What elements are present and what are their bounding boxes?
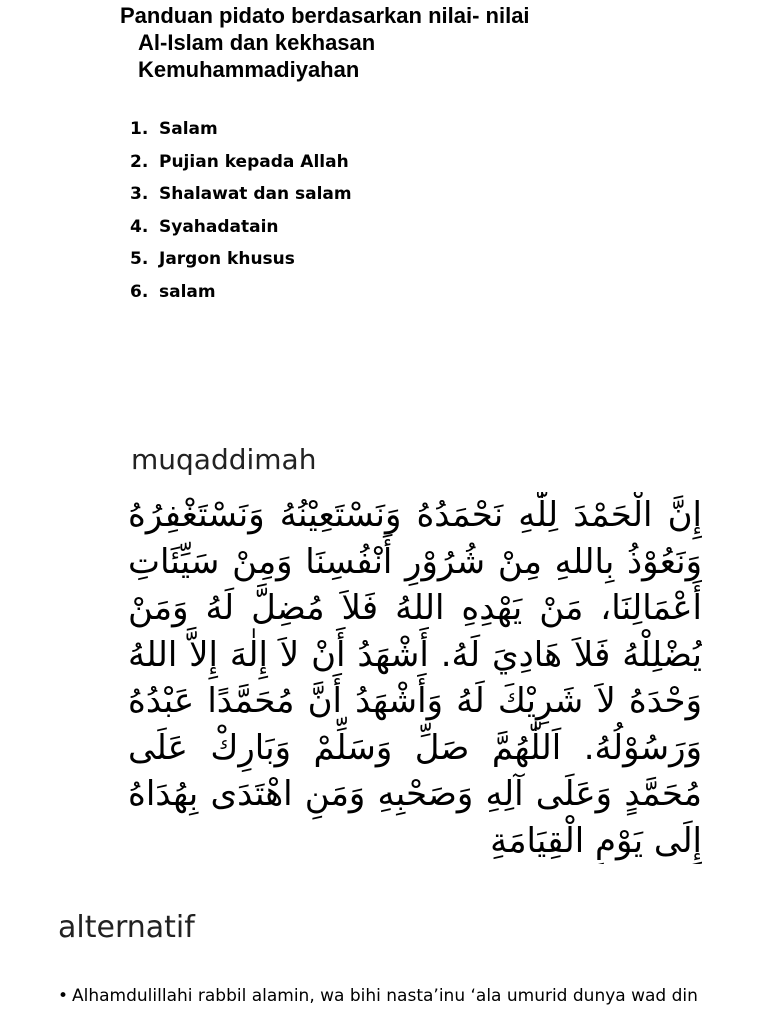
list-item	[130, 149, 352, 182]
list-item-label: Syahadatain	[159, 216, 279, 237]
list-item-number: 5.	[130, 249, 149, 269]
bullet-text: Alhamdulillahi rabbil alamin, wa bihi nasta’inu ‘ala umurid dunya wad din	[72, 986, 698, 1006]
bullet-symbol: •	[58, 986, 69, 1006]
list-item-number: 1.	[130, 119, 149, 139]
list-item-label: Shalawat dan salam	[159, 184, 352, 204]
list-item-number: 6.	[130, 281, 149, 302]
list-item	[130, 246, 352, 279]
list-item	[130, 214, 352, 247]
list-item-number: 2.	[130, 151, 149, 172]
title-line-3: Kemuhammadiyahan	[138, 57, 360, 82]
list-item	[130, 116, 352, 149]
muqaddimah-arabic-text: إِنَّ الْحَمْدَ لِلّٰهِ نَحْمَدُهُ وَنَسْتَعِيْنُهُ وَنَسْتَغْفِرُهُ وَنَعُوْذُ بِاللهِ مِنْ شُرُوْرِ أَنْفُسِنَا وَمِنْ سَيِّئَاتِ أَعْمَالِنَا، مَنْ يَهْدِهِ اللهُ فَلاَ مُضِلَّ لَهُ وَمَنْ يُضْلِلْهُ فَلاَ هَادِيَ لَهُ. أَشْهَدُ أَنْ لاَ إِلٰهَ إِلاَّ اللهُ وَحْدَهُ لاَ شَرِيْكَ لَهُ وَأَشْهَدُ أَنَّ مُحَمَّدًا عَبْدُهُ وَرَسُوْلُهُ. اَللّٰهُمَّ صَلِّ وَسَلِّمْ وَبَارِكْ عَلَى مُحَمَّدٍ وَعَلَى آلِهِ وَصَحْبِهِ وَمَنِ اهْتَدَى بِهُدَاهُ إِلَى يَوْمِ الْقِيَامَةِ	[128, 495, 702, 861]
list-item-number: 3.	[130, 184, 149, 204]
list-item	[130, 279, 352, 312]
list-item-label: Salam	[159, 119, 218, 139]
alternatif-heading: alternatif	[58, 910, 195, 945]
title-line-2: Al-Islam dan kekhasan	[138, 30, 376, 55]
list-item	[130, 181, 352, 214]
page-title	[120, 2, 530, 83]
speech-structure-list	[130, 116, 352, 311]
title-line-1: Panduan pidato berdasarkan nilai- nilai	[120, 3, 530, 28]
muqaddimah-heading: muqaddimah	[131, 443, 317, 476]
list-item-number: 4.	[130, 216, 149, 237]
list-item-label: Jargon khusus	[159, 249, 295, 269]
alternatif-bullet-list	[58, 982, 698, 1010]
list-item-label: salam	[159, 281, 216, 302]
list-item-label: Pujian kepada Allah	[159, 151, 349, 172]
bullet-item	[58, 982, 698, 1010]
